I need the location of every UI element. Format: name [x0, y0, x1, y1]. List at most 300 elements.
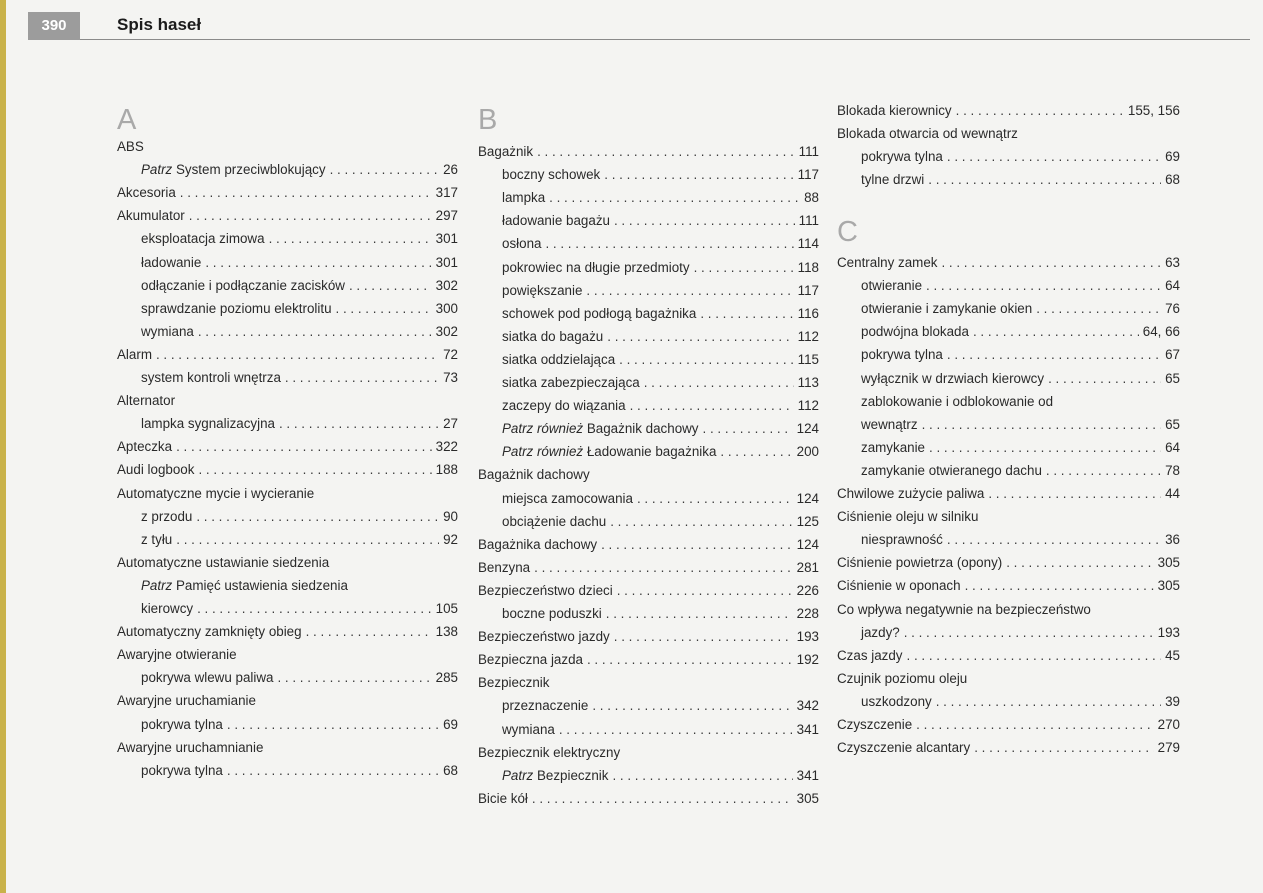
index-subentry [861, 169, 1180, 191]
entry-page-number: 322 [435, 439, 458, 454]
entry-page-number: 45 [1165, 648, 1180, 663]
entry-text: siatka zabezpieczająca [502, 375, 640, 390]
entry-page-number: 300 [435, 301, 458, 316]
entry-term [502, 303, 696, 325]
index-entry [478, 534, 819, 556]
entry-text: Ciśnienie powietrza (opony) [837, 555, 1003, 570]
index-entry [117, 737, 458, 759]
entry-page-number: 285 [435, 670, 458, 685]
leader-dots [926, 275, 1161, 297]
entry-text: pokrywa tylna [861, 347, 943, 362]
entry-text: Automatyczne ustawianie siedzenia [117, 555, 330, 570]
entry-term [837, 645, 903, 667]
entry-text: Alternator [117, 393, 176, 408]
entry-term [141, 321, 194, 343]
entry-text: Akumulator [117, 208, 185, 223]
entry-term [141, 367, 281, 389]
entry-term [837, 575, 961, 597]
entry-page-number: 124 [796, 421, 819, 436]
entry-page-number: 193 [1157, 625, 1180, 640]
leader-dots [1048, 368, 1161, 390]
entry-text: Alarm [117, 347, 152, 362]
entry-page-number: 44 [1165, 486, 1180, 501]
entry-term [861, 622, 900, 644]
leader-dots [285, 367, 439, 389]
entry-term [861, 344, 943, 366]
entry-text: tylne drzwi [861, 172, 925, 187]
entry-page-number: 138 [435, 624, 458, 639]
entry-text: Czyszczenie alcantary [837, 740, 971, 755]
entry-term [141, 413, 275, 435]
entry-page-number: 64 [1165, 440, 1180, 455]
entry-term [861, 169, 924, 191]
entry-text: siatka do bagażu [502, 329, 604, 344]
entry-text: Bagażnik dachowy [583, 421, 699, 436]
entry-text: Automatyczny zamknięty obieg [117, 624, 302, 639]
entry-text: Bezpiecznik [478, 675, 550, 690]
entry-term [502, 372, 640, 394]
index-subentry [861, 368, 1180, 390]
entry-term [478, 626, 610, 648]
index-entry [837, 483, 1180, 505]
entry-text: pokrywa tylna [141, 717, 223, 732]
index-subentry [502, 372, 819, 394]
index-entry [117, 459, 458, 481]
entry-text: Czyszczenie [837, 717, 913, 732]
index-subentry [861, 460, 1180, 482]
see-also-prefix: Patrz również [502, 444, 584, 459]
entry-text: sprawdzanie poziomu elektrolitu [141, 301, 332, 316]
entry-page-number: 281 [796, 560, 819, 575]
leader-dots [336, 298, 432, 320]
entry-page-number: 72 [443, 347, 458, 362]
index-entry [117, 436, 458, 458]
index-subentry [861, 321, 1180, 343]
entry-text: Awaryjne uruchamianie [117, 693, 256, 708]
entry-text: Ciśnienie w oponach [837, 578, 961, 593]
leader-dots [607, 326, 793, 348]
section-letter-a: A [117, 104, 137, 136]
leader-dots [197, 598, 432, 620]
leader-dots [904, 622, 1154, 644]
leader-dots [644, 372, 794, 394]
entry-page-number: 193 [796, 629, 819, 644]
entry-text: wyłącznik w drzwiach kierowcy [861, 371, 1045, 386]
leader-dots [532, 788, 793, 810]
entry-text: Co wpływa negatywnie na bezpieczeństwo [837, 602, 1091, 617]
entry-text: otwieranie [861, 278, 923, 293]
leader-dots [196, 506, 439, 528]
entry-term [141, 575, 348, 597]
leader-dots [601, 534, 793, 556]
leader-dots [703, 418, 793, 440]
entry-page-number: 67 [1165, 347, 1180, 362]
entry-text: Ładowanie bagażnika [583, 444, 717, 459]
see-also-prefix: Patrz [502, 768, 534, 783]
leader-dots [537, 141, 795, 163]
section-letter-b: B [478, 104, 498, 136]
index-subentry [141, 667, 458, 689]
entry-term [117, 621, 302, 643]
index-subentry [861, 275, 1180, 297]
entry-term [502, 257, 690, 279]
index-entry [478, 649, 819, 671]
leader-dots [936, 691, 1161, 713]
entry-page-number: 64, 66 [1142, 324, 1180, 339]
entry-page-number: 112 [797, 398, 819, 413]
entry-page-number: 64 [1165, 278, 1180, 293]
index-subentry [502, 210, 819, 232]
leader-dots [974, 737, 1153, 759]
entry-text: Awaryjne otwieranie [117, 647, 237, 662]
leader-dots [1046, 460, 1161, 482]
entry-term [502, 418, 699, 440]
leader-dots [630, 395, 794, 417]
entry-term [117, 737, 263, 759]
see-also-prefix: Patrz również [502, 421, 584, 436]
entry-text: pokrywa tylna [141, 763, 223, 778]
entry-text: siatka oddzielająca [502, 352, 616, 367]
leader-dots [349, 275, 432, 297]
entry-term [117, 344, 152, 366]
entry-text: eksploatacja zimowa [141, 231, 265, 246]
leader-dots [614, 626, 793, 648]
entry-page-number: 105 [435, 601, 458, 616]
entry-term [837, 252, 937, 274]
section-letter-c: C [837, 216, 858, 248]
leader-dots [269, 228, 432, 250]
leader-dots [1006, 552, 1153, 574]
entry-page-number: 188 [435, 462, 458, 477]
entry-term [861, 298, 1032, 320]
index-subentry [502, 349, 819, 371]
entry-page-number: 279 [1157, 740, 1180, 755]
leader-dots [277, 667, 431, 689]
entry-term [141, 714, 223, 736]
entry-text: Benzyna [478, 560, 531, 575]
index-entry [478, 672, 819, 694]
index-subentry [861, 622, 1180, 644]
index-entry [117, 182, 458, 204]
entry-term [117, 182, 176, 204]
leader-dots [549, 187, 800, 209]
entry-text: pokrywa wlewu paliwa [141, 670, 274, 685]
leader-dots [956, 100, 1124, 122]
entry-term [141, 298, 332, 320]
entry-term [502, 765, 608, 787]
entry-term [837, 599, 1091, 621]
entry-page-number: 317 [435, 185, 458, 200]
index-entry [478, 742, 819, 764]
index-subentry [141, 714, 458, 736]
leader-dots [720, 441, 792, 463]
index-subentry [861, 691, 1180, 713]
entry-text: niesprawność [861, 532, 943, 547]
leader-dots [279, 413, 439, 435]
index-subentry [502, 326, 819, 348]
entry-text: Czas jazdy [837, 648, 903, 663]
entry-term [117, 390, 175, 412]
index-entry [478, 788, 819, 810]
entry-term [861, 414, 918, 436]
entry-text: pokrowiec na długie przedmioty [502, 260, 690, 275]
entry-page-number: 26 [443, 162, 458, 177]
entry-page-number: 341 [796, 722, 819, 737]
entry-term [502, 719, 555, 741]
entry-text: osłona [502, 236, 542, 251]
index-subentry [141, 321, 458, 343]
entry-text: zamykanie [861, 440, 926, 455]
entry-text: schowek pod podłogą bagażnika [502, 306, 697, 321]
entry-page-number: 112 [797, 329, 819, 344]
index-subentry [141, 598, 458, 620]
index-entry [837, 575, 1180, 597]
index-subentry [141, 298, 458, 320]
entry-page-number: 270 [1157, 717, 1180, 732]
leader-dots [606, 603, 793, 625]
entry-text: Audi logbook [117, 462, 195, 477]
entry-page-number: 226 [796, 583, 819, 598]
leader-dots [587, 649, 793, 671]
leader-dots [189, 205, 432, 227]
entry-text: lampka [502, 190, 546, 205]
index-entry [837, 552, 1180, 574]
leader-dots [586, 280, 793, 302]
entry-term [478, 534, 597, 556]
index-entry [117, 390, 458, 412]
entry-term [502, 280, 582, 302]
entry-term [117, 459, 194, 481]
leader-dots [610, 511, 792, 533]
page-edge-tab [0, 0, 6, 893]
entry-term [141, 252, 201, 274]
index-entry [837, 100, 1180, 122]
index-entry [837, 252, 1180, 274]
entry-term [141, 529, 172, 551]
index-entry [117, 552, 458, 574]
entry-term [502, 164, 600, 186]
entry-term [502, 187, 545, 209]
leader-dots [176, 529, 439, 551]
entry-page-number: 117 [797, 283, 819, 298]
leader-dots [637, 488, 793, 510]
entry-text: powiększanie [502, 283, 583, 298]
leader-dots [198, 459, 431, 481]
leader-dots [700, 303, 793, 325]
entry-term [861, 368, 1044, 390]
entry-term [861, 275, 922, 297]
entry-page-number: 116 [797, 306, 819, 321]
index-subentry [861, 414, 1180, 436]
leader-dots [947, 344, 1161, 366]
entry-text: boczny schowek [502, 167, 601, 182]
entry-term [861, 529, 943, 551]
entry-term [117, 690, 256, 712]
entry-page-number: 192 [796, 652, 819, 667]
entry-term [478, 649, 583, 671]
index-entry [478, 464, 819, 486]
leader-dots [617, 580, 793, 602]
leader-dots [947, 529, 1161, 551]
entry-text: zaczepy do wiązania [502, 398, 626, 413]
entry-page-number: 305 [796, 791, 819, 806]
index-subentry [861, 298, 1180, 320]
entry-text: Bicie kół [478, 791, 528, 806]
entry-page-number: 63 [1165, 255, 1180, 270]
index-entry [117, 344, 458, 366]
entry-term [478, 788, 528, 810]
leader-dots [534, 557, 793, 579]
leader-dots [922, 414, 1162, 436]
entry-page-number: 200 [796, 444, 819, 459]
entry-term [861, 146, 943, 168]
index-subentry [141, 367, 458, 389]
entry-term [502, 326, 603, 348]
entry-term [502, 603, 602, 625]
index-entry [117, 205, 458, 227]
entry-term [141, 598, 193, 620]
entry-page-number: 69 [1165, 149, 1180, 164]
leader-dots [559, 719, 793, 741]
see-also-prefix: Patrz [141, 162, 173, 177]
entry-page-number: 125 [796, 514, 819, 529]
entry-term [117, 136, 144, 158]
index-subentry [502, 418, 819, 440]
leader-dots [227, 714, 439, 736]
entry-page-number: 111 [798, 144, 819, 159]
entry-page-number: 117 [797, 167, 819, 182]
entry-term [837, 714, 912, 736]
index-subentry [502, 765, 819, 787]
index-subentry [861, 391, 1180, 413]
leader-dots [176, 436, 432, 458]
entry-term [502, 441, 716, 463]
entry-text: Blokada kierownicy [837, 103, 952, 118]
entry-page-number: 90 [443, 509, 458, 524]
entry-text: Czujnik poziomu oleju [837, 671, 968, 686]
entry-page-number: 88 [804, 190, 819, 205]
index-subentry [502, 511, 819, 533]
leader-dots [1036, 298, 1161, 320]
leader-dots [180, 182, 432, 204]
entry-term [117, 644, 237, 666]
index-subentry [502, 603, 819, 625]
entry-text: System przeciwblokujący [172, 162, 326, 177]
entry-page-number: 65 [1165, 371, 1180, 386]
entry-page-number: 39 [1165, 694, 1180, 709]
index-entry [117, 136, 458, 158]
entry-page-number: 114 [797, 236, 819, 251]
index-entry [837, 737, 1180, 759]
index-subentry [502, 280, 819, 302]
entry-term [502, 210, 610, 232]
entry-text: Bagażnika dachowy [478, 537, 598, 552]
entry-page-number: 111 [798, 213, 819, 228]
index-subentry [502, 233, 819, 255]
entry-page-number: 305 [1157, 578, 1180, 593]
index-entry [478, 626, 819, 648]
entry-text: Bagażnik dachowy [478, 467, 590, 482]
entry-term [837, 100, 952, 122]
leader-dots [947, 146, 1161, 168]
entry-term [478, 557, 530, 579]
index-subentry [861, 146, 1180, 168]
index-entry [837, 599, 1180, 621]
leader-dots [614, 210, 795, 232]
entry-text: boczne poduszki [502, 606, 602, 621]
entry-page-number: 69 [443, 717, 458, 732]
entry-text: z przodu [141, 509, 193, 524]
leader-dots [604, 164, 793, 186]
entry-text: Bezpiecznik elektryczny [478, 745, 621, 760]
index-entry [837, 714, 1180, 736]
entry-term [502, 695, 588, 717]
entry-term [502, 233, 541, 255]
entry-term [141, 760, 223, 782]
entry-text: podwójna blokada [861, 324, 969, 339]
index-subentry [502, 695, 819, 717]
entry-term [861, 691, 932, 713]
index-subentry [861, 437, 1180, 459]
index-entry [478, 141, 819, 163]
entry-term [502, 511, 606, 533]
entry-text: Blokada otwarcia od wewnątrz [837, 126, 1018, 141]
entry-page-number: 78 [1165, 463, 1180, 478]
entry-text: Ciśnienie oleju w silniku [837, 509, 979, 524]
leader-dots [330, 159, 440, 181]
entry-term [861, 321, 969, 343]
entry-term [861, 460, 1042, 482]
entry-text: Centralny zamek [837, 255, 938, 270]
entry-text: Akcesoria [117, 185, 176, 200]
leader-dots [198, 321, 432, 343]
index-subentry [141, 506, 458, 528]
index-subentry [502, 164, 819, 186]
page-header [0, 12, 1263, 40]
entry-text: z tyłu [141, 532, 173, 547]
entry-term [478, 141, 533, 163]
entry-term [478, 742, 620, 764]
entry-term [478, 672, 549, 694]
entry-page-number: 118 [797, 260, 819, 275]
entry-text: jazdy? [861, 625, 900, 640]
index-entry [837, 506, 1180, 528]
index-subentry [141, 413, 458, 435]
entry-term [837, 506, 978, 528]
entry-term [502, 488, 633, 510]
entry-page-number: 113 [797, 375, 819, 390]
entry-term [478, 464, 590, 486]
entry-term [837, 668, 967, 690]
entry-text: Bezpieczeństwo dzieci [478, 583, 613, 598]
entry-text: miejsca zamocowania [502, 491, 633, 506]
entry-text: wewnątrz [861, 417, 918, 432]
entry-page-number: 342 [796, 698, 819, 713]
entry-text: Automatyczne mycie i wycieranie [117, 486, 315, 501]
entry-term [502, 395, 626, 417]
index-entry [117, 644, 458, 666]
leader-dots [306, 621, 432, 643]
leader-dots [941, 252, 1161, 274]
entry-text: Bezpieczeństwo jazdy [478, 629, 610, 644]
entry-term [141, 275, 345, 297]
entry-text: Awaryjne uruchamnianie [117, 740, 264, 755]
entry-page-number: 297 [435, 208, 458, 223]
entry-page-number: 305 [1157, 555, 1180, 570]
entry-page-number: 76 [1165, 301, 1180, 316]
index-entry [117, 621, 458, 643]
entry-term [117, 436, 172, 458]
